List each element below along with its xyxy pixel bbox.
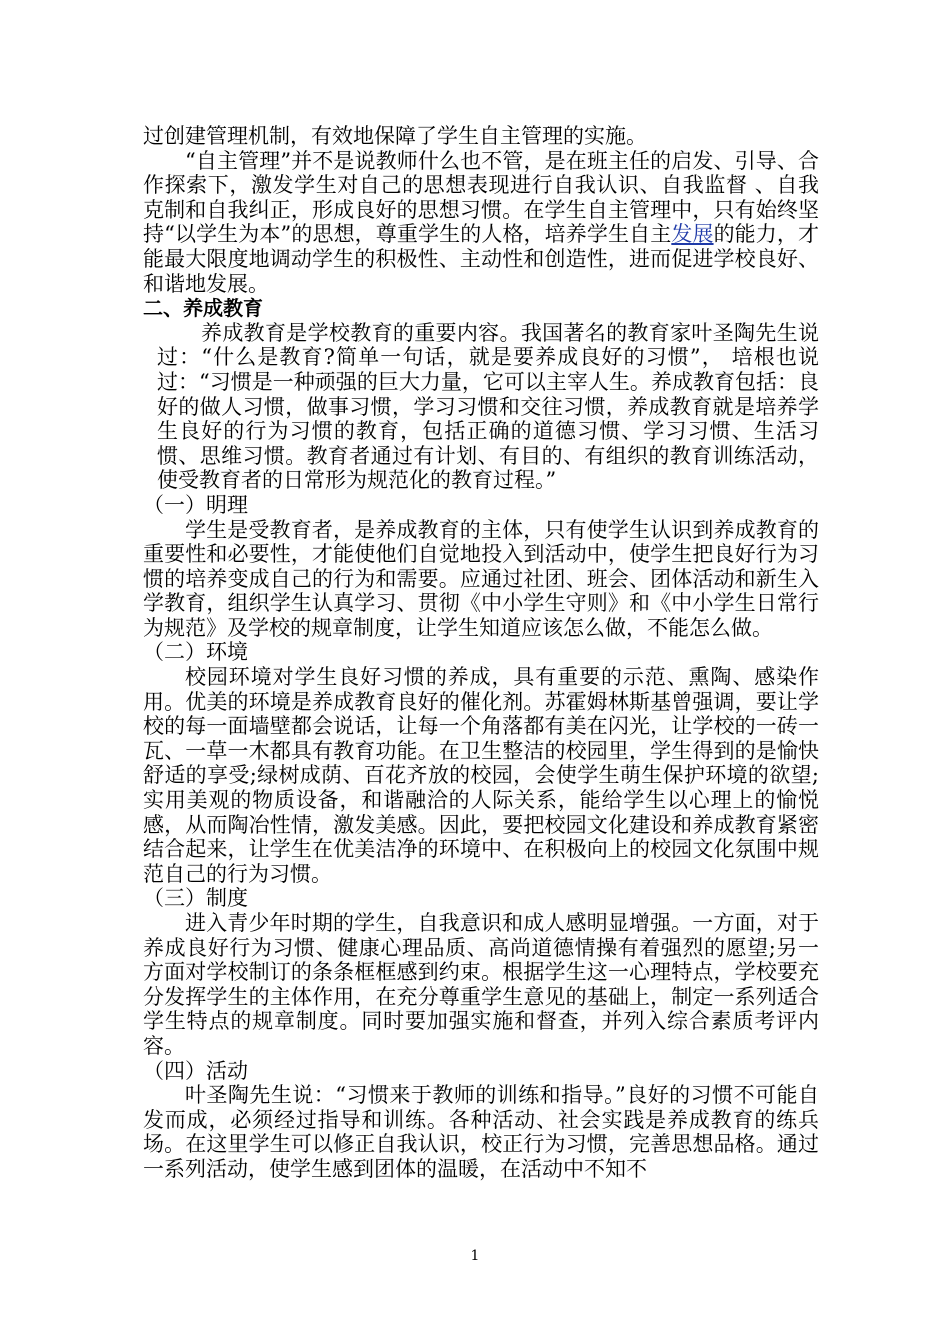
link-development[interactable]: 发展: [671, 222, 714, 247]
page-number: 1: [470, 1248, 480, 1264]
paragraph-habit-education: 养成教育是学校教育的重要内容。我国著名的教育家叶圣陶先生说过：“什么是教育?简单一句话，就是要养成良好的习惯”， 培根也说过：“习惯是一种顽强的巨大力量，它可以主宰人生。养成教育包括：良好的做人习惯，做事习惯，学习习惯和交往习惯，养成教育就是培养学生良好的行为习惯的教育，包括正确的道德习惯、学习习惯、生活习惯、思维习惯。教育者通过有计划、有目的、有组织的教育训练活动，使受教育者的日常形为规范化的教育过程。”: [157, 320, 819, 493]
subheading-activity: （四）活动: [143, 1058, 248, 1083]
paragraph-continuation: 过创建管理机制，有效地保障了学生自主管理的实施。: [143, 124, 647, 148]
paragraph-self-management: [143, 149, 819, 297]
subheading-system: （三）制度: [143, 886, 248, 911]
subheading-principle: （一）明理: [143, 492, 248, 517]
document-body: [143, 124, 819, 1182]
paragraph-system: 进入青少年时期的学生，自我意识和成人感明显增强。一方面，对于养成良好行为习惯、健康心理品质、高尚道德情操有着强烈的愿望;另一方面对学校制订的条条框框感到约束。根据学生这一心理特点，学校要充分发挥学生的主体作用，在充分尊重学生意见的基础上，制定一系列适合学生特点的规章制度。同时要加强实施和督查，并列入综合素质考评内容。: [143, 911, 819, 1058]
paragraph-text: “自主管理”并不是说教师什么也不管，是在班主任的启发、引导、合作探索下，激发学生对自己的思想表现进行自我认识、自我监督 、自我克制和自我纠正，形成良好的思想习惯。在学生自主管理中，只有始终坚持“以学生为本”的思想，尊重学生的人格，培养学生自主: [143, 148, 819, 247]
paragraph-text: 的能力，才能最大限度地调动学生的积极性、主动性和创造性，进而促进学校良好、和谐地发展。: [143, 222, 820, 296]
section-heading: 二、养成教育: [143, 296, 263, 321]
paragraph-principle: 学生是受教育者，是养成教育的主体，只有使学生认识到养成教育的重要性和必要性，才能使他们自觉地投入到活动中，使学生把良好行为习惯的培养变成自己的行为和需要。应通过社团、班会、团体活动和新生入学教育，组织学生认真学习、贯彻《中小学生守则》和《中小学生日常行为规范》及学校的规章制度，让学生知道应该怎么做，不能怎么做。: [143, 517, 819, 640]
paragraph-activity: 叶圣陶先生说：“习惯来于教师的训练和指导。”良好的习惯不可能自发而成，必须经过指导和训练。各种活动、社会实践是养成教育的练兵场。在这里学生可以修正自我认识，校正行为习惯，完善思想品格。通过一系列活动，使学生感到团体的温暖，在活动中不知不: [143, 1083, 819, 1181]
paragraph-environment: 校园环境对学生良好习惯的养成，具有重要的示范、熏陶、感染作用。优美的环境是养成教育良好的催化剂。苏霍姆林斯基曾强调，要让学校的每一面墙壁都会说话，让每一个角落都有美在闪光，让学校的一砖一瓦、一草一木都具有教育功能。在卫生整洁的校园里，学生得到的是愉快舒适的享受;绿树成荫、百花齐放的校园，会使学生萌生保护环境的欲望;实用美观的物质设备，和谐融洽的人际关系，能给学生以心理上的愉悦感，从而陶冶性情，激发美感。因此，要把校园文化建设和养成教育紧密结合起来，让学生在优美洁净的环境中、在积极向上的校园文化氛围中规范自己的行为习惯。: [143, 665, 819, 886]
subheading-environment: （二）环境: [143, 640, 248, 665]
